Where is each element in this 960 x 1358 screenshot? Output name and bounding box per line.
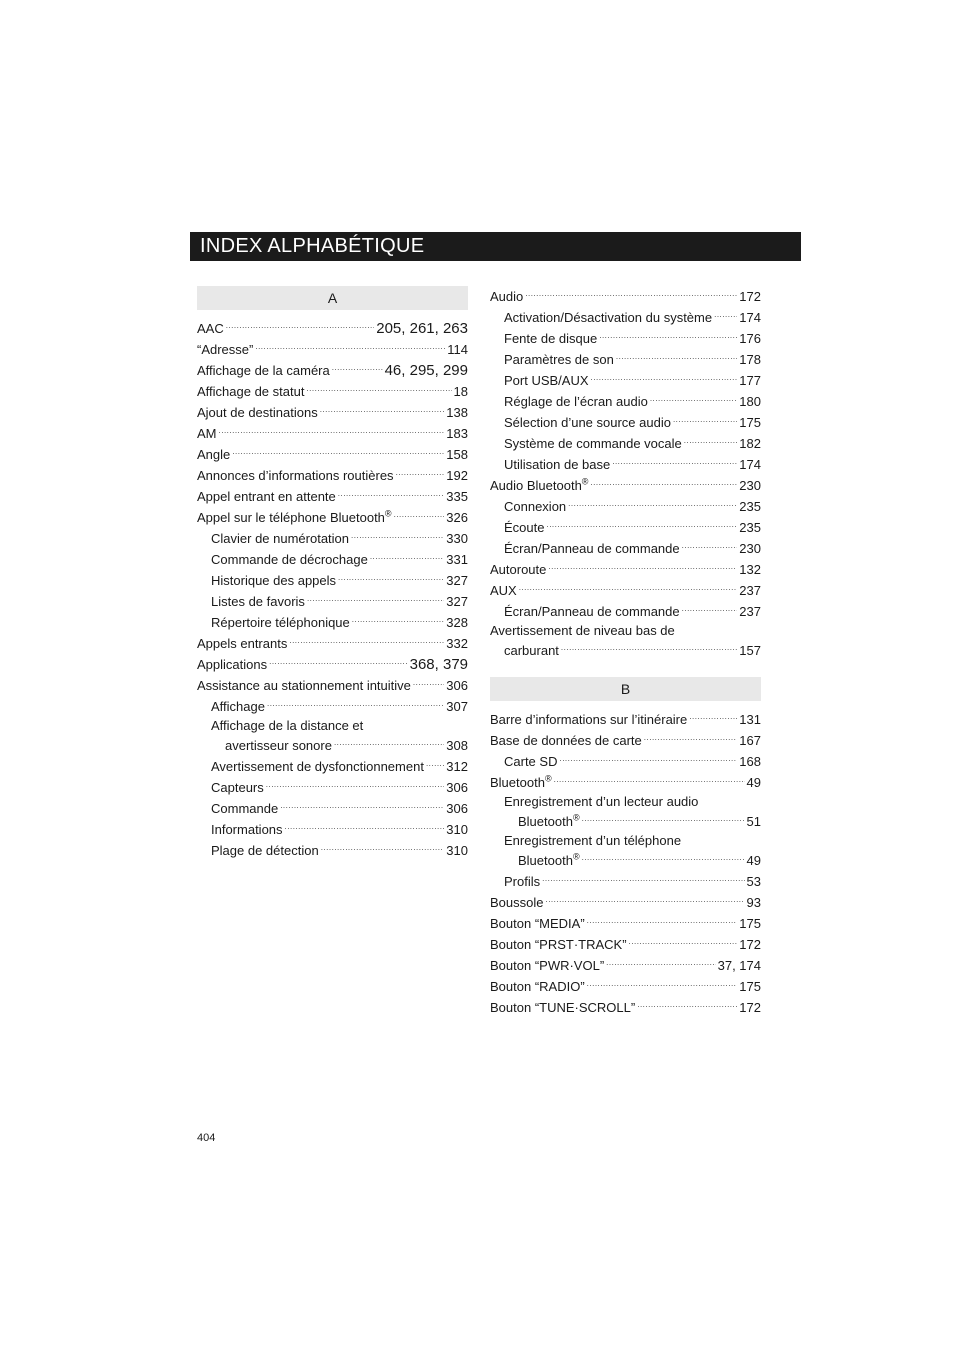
index-entry: Annonces d’informations routières ..... 192 xyxy=(197,465,468,486)
index-entry: Audio Bluetooth® ..... 230 xyxy=(490,475,761,496)
index-column-left xyxy=(197,286,468,861)
index-subentry: avertisseur sonore ..... 308 xyxy=(197,735,468,756)
registered-mark: ® xyxy=(581,476,589,487)
index-entry: AUX ..... 237 xyxy=(490,580,761,601)
index-subentry: Activation/Désactivation du système ..... 174 xyxy=(490,307,761,328)
index-entry: Assistance au stationnement intuitive ..... 306 xyxy=(197,675,468,696)
index-entry: Bouton “MEDIA” ..... 175 xyxy=(490,913,761,934)
index-subentry: Informations ..... 310 xyxy=(197,819,468,840)
index-subentry: Connexion ..... 235 xyxy=(490,496,761,517)
index-entry: Bluetooth® ..... 49 xyxy=(490,772,761,793)
index-subentry: Plage de détection ..... 310 xyxy=(197,840,468,861)
registered-mark: ® xyxy=(572,851,580,862)
section-header-a: A xyxy=(197,286,468,310)
index-entry: Applications ..... 368, 379 xyxy=(197,654,468,675)
index-entry: Barre d’informations sur l’itinéraire ..... 131 xyxy=(490,709,761,730)
index-subentry: Écran/Panneau de commande ..... 237 xyxy=(490,601,761,622)
index-subentry: Historique des appels ..... 327 xyxy=(197,570,468,591)
index-subentry: Réglage de l’écran audio ..... 180 xyxy=(490,391,761,412)
index-subentry: Écoute ..... 235 xyxy=(490,517,761,538)
index-subentry: Fente de disque ..... 176 xyxy=(490,328,761,349)
index-subentry: Affichage ..... 307 xyxy=(197,696,468,717)
index-subentry: Port USB/AUX ..... 177 xyxy=(490,370,761,391)
index-subentry: Écran/Panneau de commande ..... 230 xyxy=(490,538,761,559)
index-subentry: Avertissement de dysfonctionnement ..... 312 xyxy=(197,756,468,777)
index-subentry: Paramètres de son ..... 178 xyxy=(490,349,761,370)
index-entry: Ajout de destinations ..... 138 xyxy=(197,402,468,423)
index-subentry: Bluetooth® ..... 49 xyxy=(490,850,761,871)
registered-mark: ® xyxy=(384,508,392,519)
registered-mark: ® xyxy=(572,812,580,823)
index-subentry: Commande de décrochage ..... 331 xyxy=(197,549,468,570)
index-entry-first-line: Avertissement de niveau bas de xyxy=(490,623,675,638)
index-subentry: Listes de favoris ..... 327 xyxy=(197,591,468,612)
index-entry: Bouton “RADIO” ..... 175 xyxy=(490,976,761,997)
index-subentry: Carte SD ..... 168 xyxy=(490,751,761,772)
index-entry: Autoroute ..... 132 xyxy=(490,559,761,580)
index-subentry: Clavier de numérotation ..... 330 xyxy=(197,528,468,549)
index-entry: Appels entrants ..... 332 xyxy=(197,633,468,654)
page-title: INDEX ALPHABÉTIQUE xyxy=(200,235,425,257)
index-subentry: Profils ..... 53 xyxy=(490,871,761,892)
index-entry: AM ..... 183 xyxy=(197,423,468,444)
index-entry: Bouton “PWR·VOL” ..... 37, 174 xyxy=(490,955,761,976)
registered-mark: ® xyxy=(544,773,552,784)
index-subentry-first-line: Enregistrement d’un lecteur audio xyxy=(504,794,699,809)
index-subentry: Capteurs ..... 306 xyxy=(197,777,468,798)
index-subentry: Utilisation de base ..... 174 xyxy=(490,454,761,475)
index-entry: Appel sur le téléphone Bluetooth® ..... 326 xyxy=(197,507,468,528)
index-subentry-first-line: Enregistrement d’un téléphone xyxy=(504,833,682,848)
index-subentry-first-line: Affichage de la distance et xyxy=(211,718,364,733)
index-column-right xyxy=(490,286,761,1018)
index-entry: Audio ..... 172 xyxy=(490,286,761,307)
header-bar xyxy=(190,232,801,261)
index-entry: “Adresse” ..... 114 xyxy=(197,339,468,360)
index-subentry: Système de commande vocale ..... 182 xyxy=(490,433,761,454)
index-entry: Boussole ..... 93 xyxy=(490,892,761,913)
index-entry: Base de données de carte ..... 167 xyxy=(490,730,761,751)
index-subentry: Commande ..... 306 xyxy=(197,798,468,819)
index-subentry: Bluetooth® ..... 51 xyxy=(490,811,761,832)
index-entry: Bouton “PRST·TRACK” ..... 172 xyxy=(490,934,761,955)
section-header-b: B xyxy=(490,677,761,701)
index-subentry: Répertoire téléphonique ..... 328 xyxy=(197,612,468,633)
index-entry: Angle ..... 158 xyxy=(197,444,468,465)
index-entry: Bouton “TUNE·SCROLL” ..... 172 xyxy=(490,997,761,1018)
index-entry: Affichage de statut ..... 18 xyxy=(197,381,468,402)
index-entry: Affichage de la caméra ..... 46, 295, 299 xyxy=(197,360,468,381)
index-entry: Appel entrant en attente ..... 335 xyxy=(197,486,468,507)
page-number: 404 xyxy=(197,1132,216,1144)
index-entry: carburant ..... 157 xyxy=(490,640,761,661)
index-subentry: Sélection d’une source audio ..... 175 xyxy=(490,412,761,433)
index-entry: AAC ..... 205, 261, 263 xyxy=(197,318,468,339)
